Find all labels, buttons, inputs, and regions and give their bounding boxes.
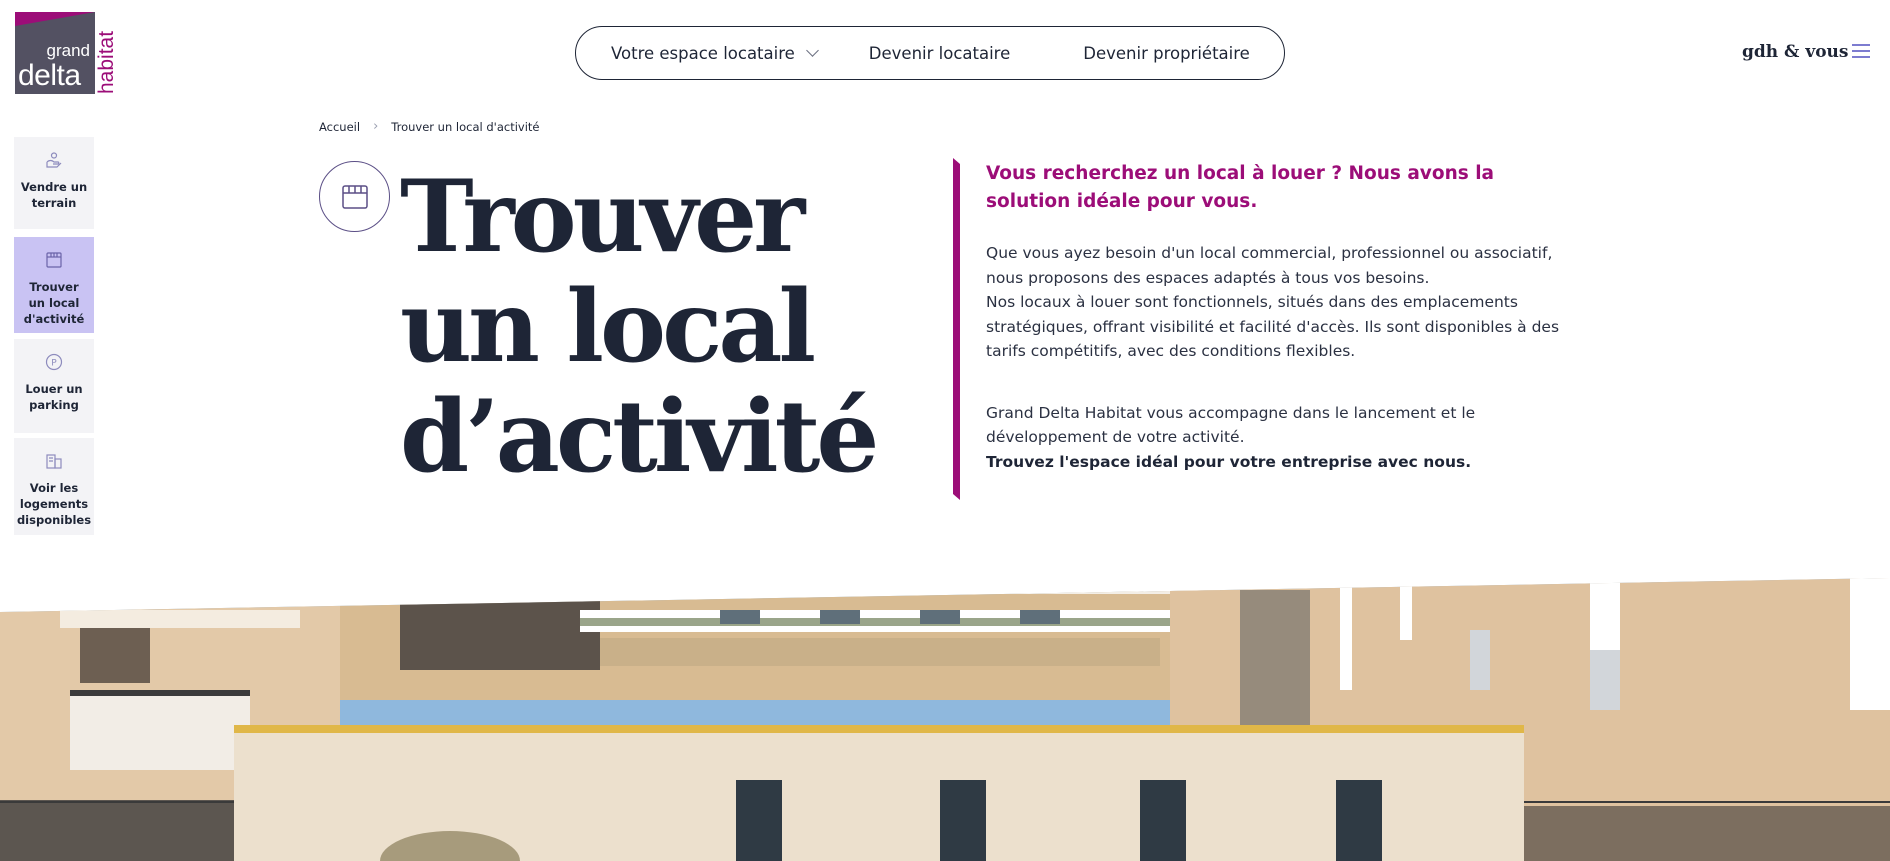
sidebar-item-label: Vendre un terrain (20, 180, 88, 210)
intro-paragraph-2-text: Grand Delta Habitat vous accompagne dans le lancement et le développement de votre activité. (986, 403, 1476, 446)
intro-paragraph-1-line-1: Que vous ayez besoin d'un local commercial, professionnel ou associatif, nous proposons des espaces adaptés à tous vos besoins. (986, 244, 1553, 287)
nav-label: Votre espace locataire (611, 43, 795, 63)
breadcrumb-current: Trouver un local d'activité (391, 119, 540, 134)
nav-devenir-proprietaire[interactable]: Devenir propriétaire (1083, 43, 1250, 63)
storefront-icon (319, 161, 390, 232)
parking-icon (44, 352, 64, 372)
logo-word-delta: delta (18, 59, 81, 92)
nav-votre-espace-locataire[interactable] (611, 44, 817, 63)
breadcrumb-separator-icon: › (373, 119, 379, 134)
main-nav (575, 26, 1285, 80)
chevron-down-icon (806, 44, 819, 57)
building-icon (44, 451, 64, 471)
nav-devenir-locataire[interactable]: Devenir locataire (868, 43, 1011, 63)
grand-delta-habitat-logo[interactable] (15, 12, 118, 94)
breadcrumb-home-link[interactable]: Accueil (319, 119, 361, 134)
sidebar-item-vendre-terrain[interactable] (14, 137, 94, 229)
logo-accent-triangle (15, 12, 95, 26)
hero-building-photo (0, 570, 1890, 861)
intro-paragraph-1 (986, 241, 1566, 364)
sidebar-item-louer-parking[interactable] (14, 339, 94, 433)
logo-word-grand: grand (46, 41, 90, 60)
accent-bar (953, 158, 960, 500)
sidebar-item-label: Voir les logements disponibles (16, 481, 92, 527)
intro-lead: Vous recherchez un local à louer ? Nous avons la solution idéale pour vous. (986, 163, 1495, 212)
intro-paragraph-2-bold: Trouvez l'espace idéal pour votre entreprise avec nous. (986, 452, 1472, 471)
intro-content (986, 160, 1566, 474)
sidebar-item-label: Trouver un local d'activité (23, 280, 85, 326)
sidebar-item-trouver-local[interactable] (14, 237, 94, 333)
intro-paragraph-2 (986, 401, 1566, 475)
breadcrumb (319, 119, 539, 134)
sidebar-item-voir-logements[interactable] (14, 438, 94, 535)
intro-paragraph-1-line-2: Nos locaux à louer sont fonctionnels, situés dans des emplacements stratégiques, offrant visibilité et facilité d'accès. Ils sont disponibles à des tarifs compétitifs, avec des conditions flexibles. (986, 293, 1560, 360)
page-title: Trouver un local d’activité (400, 159, 876, 495)
logo-box (15, 12, 95, 94)
svg-text:P: P (51, 358, 57, 369)
logo-word-habitat: habitat (95, 30, 118, 94)
gdh-et-vous-link[interactable]: gdh & vous (1742, 42, 1849, 62)
storefront-icon (44, 250, 64, 270)
sidebar-item-label: Louer un parking (25, 382, 83, 412)
menu-icon[interactable] (1852, 44, 1870, 58)
hand-coin-icon (44, 150, 64, 170)
